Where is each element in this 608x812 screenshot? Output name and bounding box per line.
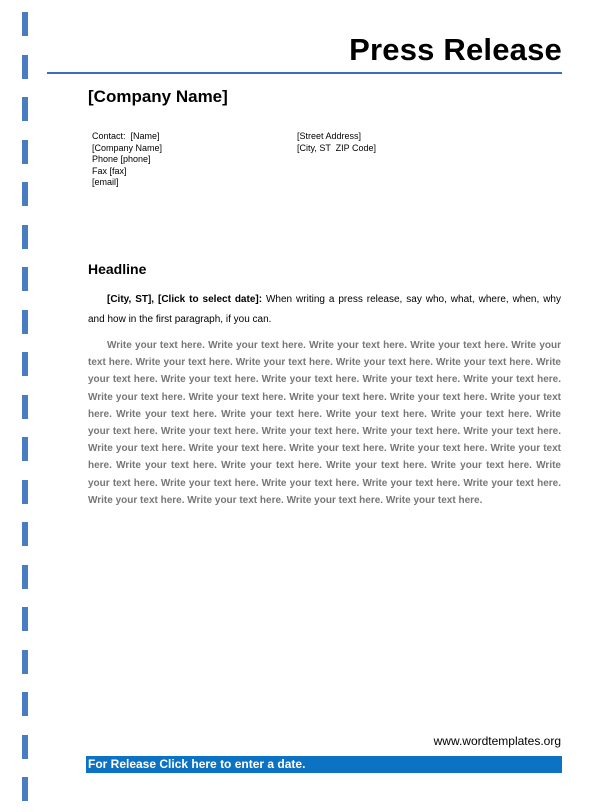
headline[interactable]: Headline (88, 261, 147, 277)
address-block (297, 131, 376, 154)
contact-block (92, 131, 162, 189)
margin-dash (22, 12, 28, 36)
margin-dash (22, 182, 28, 206)
margin-dash (22, 140, 28, 164)
lead-text: When writing a press release, say who, what, where, when, why and how in the first paragraph, if you can. (88, 294, 561, 325)
contact-company-line[interactable]: [Company Name] (92, 142, 163, 153)
body-paragraph[interactable]: Write your text here. Write your text here. Write your text here. Write your text here. Write your text here. Write your text here. Write your text here. Write your text here. Write your text here. Write your text here. Write your text here. Write your text here. Write your text here. Write your text here. Write your text here. Write your text here. Write your text here. Write your text here. Write your text here. Write your text here. Write your text here. Write your text here. Write your text here. Write your text here. Write your text here. Write your text here. Write your text here. Write your text here. Write your text here. Write your text here. Write your text here. Write your text here. Write your text here. Write your text here. Write your text here. Write your text here. Write your text here. Write your text here. Write your text here. Write your text here. Write your text here. Write your text here. Write your text here. Write your text here. Write your text here. Write your text here. (88, 340, 561, 506)
margin-dash (22, 607, 28, 631)
margin-dash (22, 225, 28, 249)
margin-dash (22, 437, 28, 461)
margin-dash (22, 310, 28, 334)
margin-dash (22, 777, 28, 801)
contact-fax-line[interactable]: Fax [fax] (92, 165, 127, 176)
margin-dash (22, 55, 28, 79)
lead-paragraph[interactable] (88, 290, 561, 329)
margin-dash (22, 352, 28, 376)
city-state-zip-line[interactable]: [City, ST ZIP Code] (297, 142, 377, 153)
release-date-bar[interactable]: For Release Click here to enter a date. (86, 756, 562, 773)
margin-dash (22, 565, 28, 589)
margin-dash-strip (22, 0, 28, 812)
margin-dash (22, 97, 28, 121)
contact-name-line[interactable]: Contact: [Name] (92, 131, 160, 141)
margin-dash (22, 395, 28, 419)
dateline[interactable]: [City, ST], [Click to select date]: (107, 294, 263, 305)
margin-dash (22, 692, 28, 716)
margin-dash (22, 735, 28, 759)
contact-phone-line[interactable]: Phone [phone] (92, 154, 151, 165)
company-name[interactable]: [Company Name] (88, 87, 228, 106)
margin-dash (22, 480, 28, 504)
contact-email-line[interactable]: [email] (92, 177, 119, 188)
document-title: Press Release (349, 32, 562, 67)
margin-dash (22, 522, 28, 546)
street-address-line[interactable]: [Street Address] (297, 131, 362, 141)
margin-dash (22, 267, 28, 291)
website-url: www.wordtemplates.org (433, 734, 561, 748)
margin-dash (22, 650, 28, 674)
title-divider (47, 72, 562, 74)
